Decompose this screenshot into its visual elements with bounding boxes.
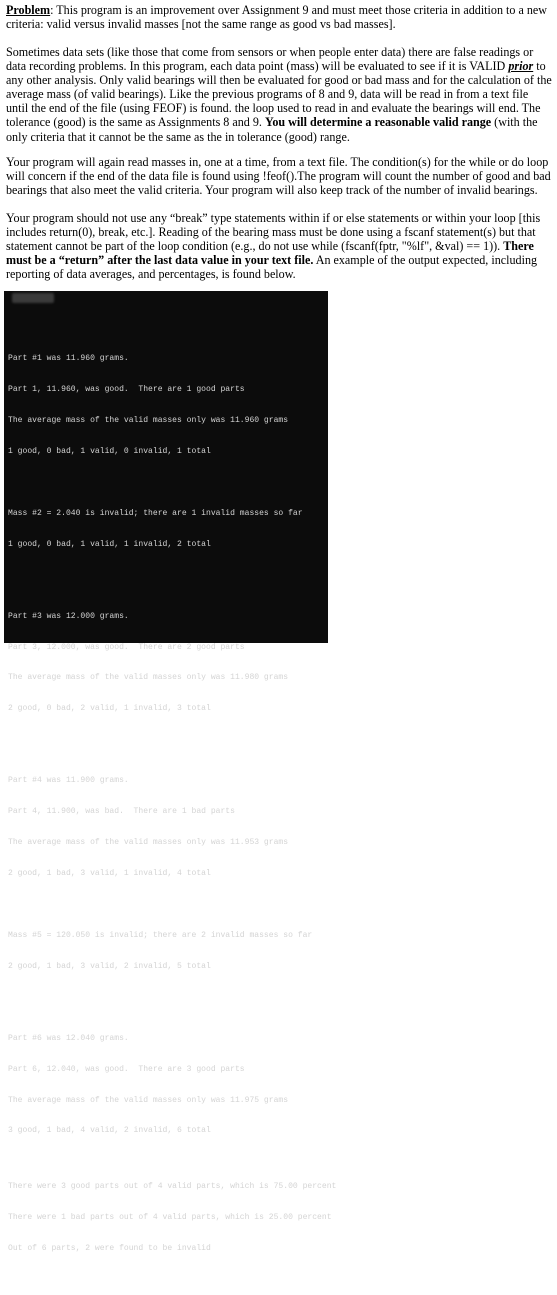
console-line: The average mass of the valid masses only was 11.953 grams bbox=[8, 838, 289, 848]
console-line: 1 good, 0 bad, 1 valid, 0 invalid, 1 total bbox=[8, 446, 211, 456]
problem-label: Problem bbox=[6, 3, 51, 17]
console-line: The average mass of the valid masses only was 11.975 grams bbox=[8, 1095, 289, 1105]
console-line: There were 3 good parts out of 4 valid parts, which is 75.00 percent bbox=[8, 1181, 337, 1191]
console-line: Part #3 was 12.000 grams. bbox=[8, 611, 129, 621]
console-line: The average mass of the valid masses only was 11.960 grams bbox=[8, 415, 289, 425]
console-summary bbox=[8, 1161, 337, 1274]
console-line: Mass #2 = 2.040 is invalid; there are 1 invalid masses so far bbox=[8, 508, 303, 518]
loop-text: Your program will again read masses in, one at a time, from a text file. The condition(s) for the while or do loop will concern if the end of the data file is found using !feof().The program will count the number of good and bad bearings that also meet the valid criteria. Your program will also keep track of the number of invalid bearings. bbox=[6, 155, 551, 198]
console-line: Part 3, 12.000, was good. There are 2 good parts bbox=[8, 642, 245, 652]
description-text-3: (with the only criteria that it cannot be the same as the in tolerance (good) range. bbox=[6, 115, 538, 144]
restrictions-paragraph bbox=[6, 211, 552, 281]
console-line: Mass #5 = 120.050 is invalid; there are 2 invalid masses so far bbox=[8, 930, 313, 940]
console-line: There were 1 bad parts out of 4 valid parts, which is 25.00 percent bbox=[8, 1212, 332, 1222]
console-line: 2 good, 0 bad, 2 valid, 1 invalid, 3 total bbox=[8, 704, 211, 714]
console-line: 2 good, 1 bad, 3 valid, 1 invalid, 4 total bbox=[8, 869, 211, 879]
problem-paragraph bbox=[6, 3, 552, 31]
redacted-title bbox=[12, 293, 54, 303]
valid-range-emphasis: You will determine a reasonable valid range bbox=[264, 115, 492, 130]
return-emphasis: There must be a “return” after the last data value in your text file. bbox=[6, 239, 534, 268]
console-line: The average mass of the valid masses only was 11.980 grams bbox=[8, 673, 289, 683]
description-text-1: Sometimes data sets (like those that come from sensors or when people enter data) there are false readings or data recording problems. In this program, each data point (mass) will be evaluated to see if it is VALID bbox=[6, 45, 534, 74]
console-line: Out of 6 parts, 2 were found to be invalid bbox=[8, 1243, 211, 1253]
problem-text: : This program is an improvement over Assignment 9 and must meet those criteria in addition to a new criteria: valid versus invalid masses [not the same range as good vs bad masses]. bbox=[6, 3, 547, 32]
console-line: Part 1, 11.960, was good. There are 1 good parts bbox=[8, 385, 245, 395]
loop-paragraph bbox=[6, 155, 552, 197]
console-line: 3 good, 1 bad, 4 valid, 2 invalid, 6 total bbox=[8, 1126, 211, 1136]
console-line: 1 good, 0 bad, 1 valid, 1 invalid, 2 total bbox=[8, 539, 211, 549]
console-line: Part 6, 12.040, was good. There are 3 good parts bbox=[8, 1064, 245, 1074]
console-line: Part #4 was 11.900 grams. bbox=[8, 776, 129, 786]
console-line: Part #1 was 11.960 grams. bbox=[8, 354, 129, 364]
console-line: 2 good, 1 bad, 3 valid, 2 invalid, 5 total bbox=[8, 961, 211, 971]
console-output bbox=[4, 291, 337, 1253]
console-line: Part #6 was 12.040 grams. bbox=[8, 1033, 129, 1043]
console-line: Part 4, 11.900, was bad. There are 1 bad parts bbox=[8, 807, 235, 817]
restrictions-text-1: Your program should not use any “break” type statements within if or else statements or within your loop [this includes return(0), break, etc.]. Reading of the bearing mass must be done using a fscanf statement(s) but that statement cannot be part of the loop condition (e.g., do not use while (fscanf(fptr, "%lf", &val) == 1)). bbox=[6, 211, 541, 254]
restrictions-text-2: An example of the output expected, including reporting of data averages, and percentages, is found below. bbox=[6, 253, 538, 282]
description-paragraph bbox=[6, 45, 552, 144]
prior-emphasis: prior bbox=[508, 59, 534, 74]
description-text-2: to any other analysis. Only valid bearings will then be evaluated for good or bad mass and for the calculation of the average mass (of valid bearings). Like the previous programs of 8 and 9, data will be read in from a text file until the end of the file (using FEOF) is found. the loop used to read in and evaluate the bearings will end. The tolerance (good) is the same as Assignments 8 and 9. bbox=[6, 59, 552, 130]
